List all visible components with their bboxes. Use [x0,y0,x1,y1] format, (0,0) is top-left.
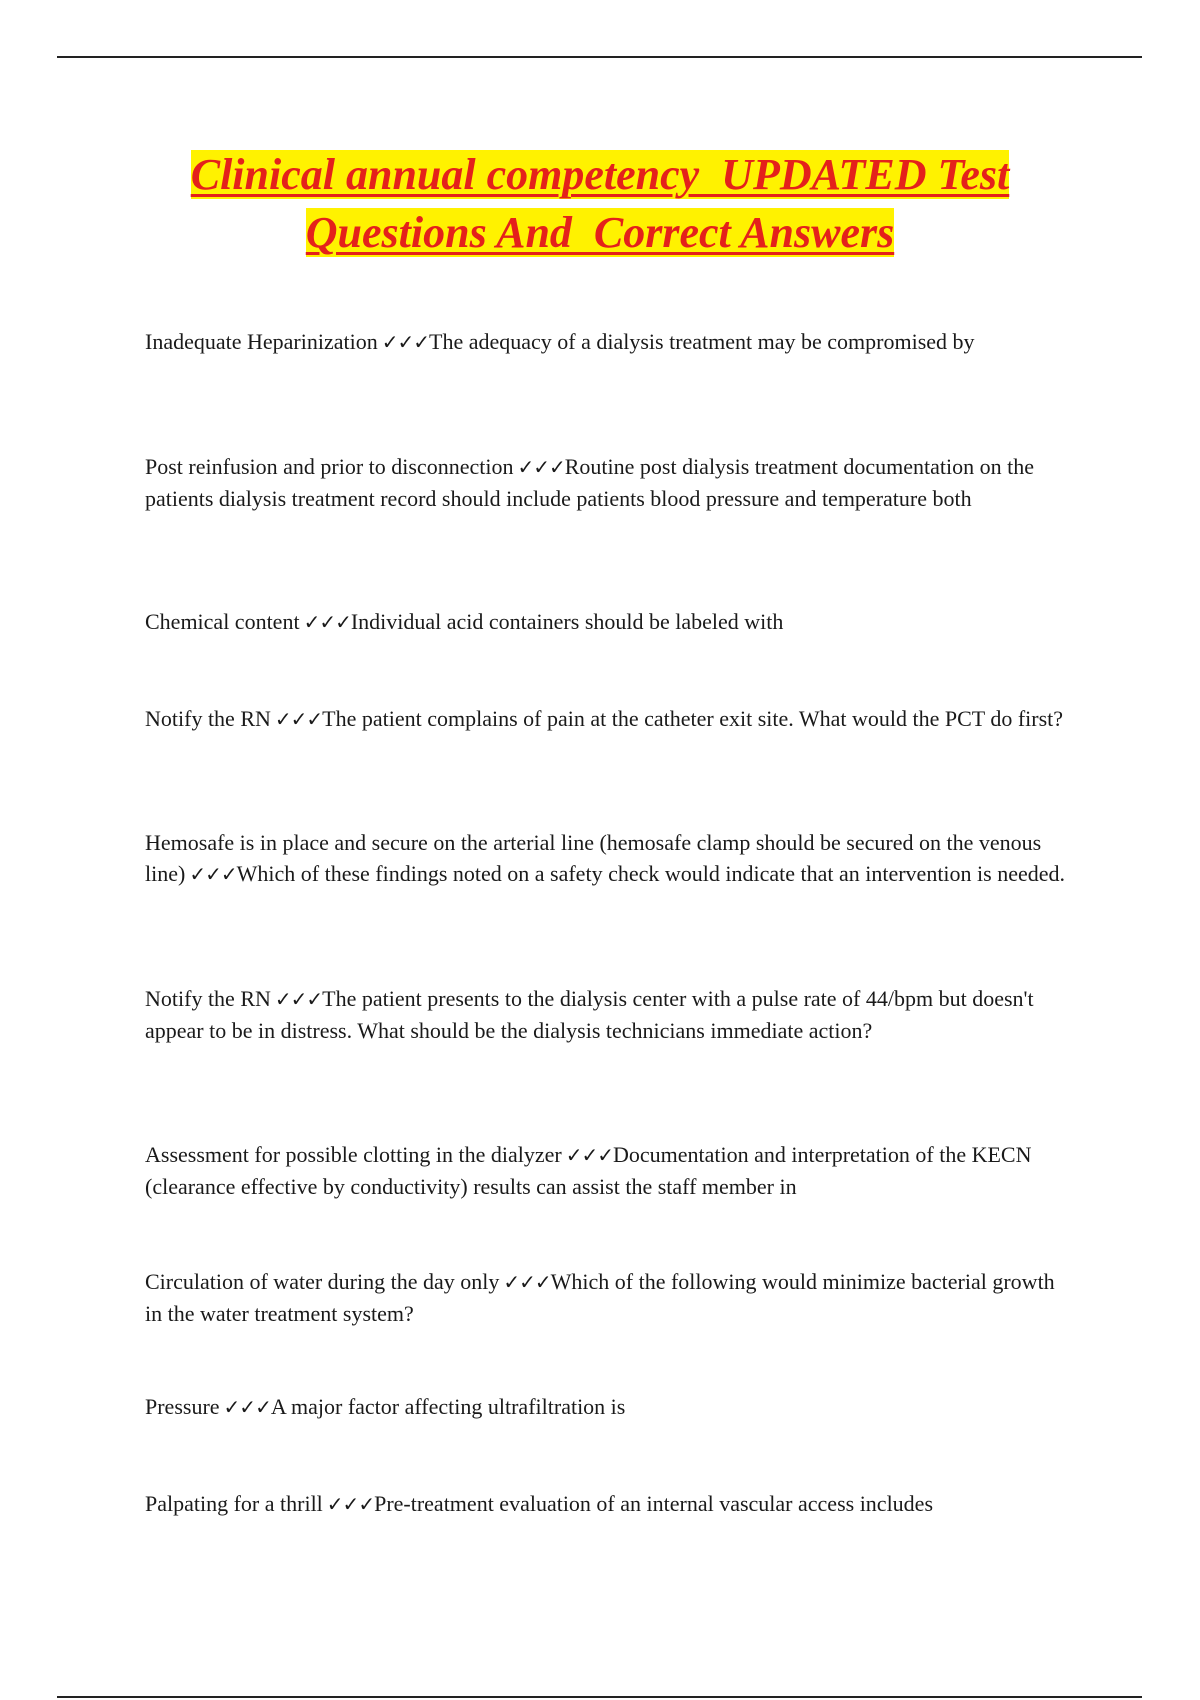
answer-text: Notify the RN [145,706,271,731]
answer-text: Inadequate Heparinization [145,329,378,354]
check-icon: ✓✓✓ [326,1492,375,1516]
check-icon: ✓✓✓ [303,610,351,634]
check-icon: ✓✓✓ [274,707,323,731]
question-text: Routine post dialysis treatment documentation on the patients dialysis treatment record should include patients blood pressure and temperature both [145,454,1034,511]
check-icon: ✓✓✓ [381,330,429,354]
title-line-1: Clinical annual competency UPDATED Test [190,150,1010,199]
qa-item-3 [145,606,1065,638]
question-text: Pre-treatment evaluation of an internal vascular access includes [374,1491,934,1516]
qa-item-6 [145,983,1065,1046]
qa-item-5 [145,827,1065,890]
qa-item-1 [145,326,1065,358]
qa-item-4 [145,703,1065,735]
question-text: The patient complains of pain at the catheter exit site. What would the PCT do first? [322,706,1064,731]
answer-text: Notify the RN [145,986,271,1011]
question-text: Documentation and interpretation of the KECN (clearance effective by conductivity) results can assist the staff member in [145,1142,1032,1199]
question-text: Which of the following would minimize bacterial growth in the water treatment system? [145,1269,1055,1326]
answer-text: Hemosafe is in place and secure on the arterial line (hemosafe clamp should be secured on the venous line) [145,830,1042,886]
question-text: The adequacy of a dialysis treatment may be compromised by [429,329,975,354]
question-text: A major factor affecting ultrafiltration is [270,1394,626,1419]
answer-text: Assessment for possible clotting in the dialyzer [145,1142,562,1167]
check-icon: ✓✓✓ [517,455,565,479]
answer-text: Circulation of water during the day only [145,1269,500,1294]
footer-rule [57,1696,1142,1698]
answer-text: Pressure [145,1394,220,1419]
qa-item-7 [145,1139,1065,1202]
qa-item-10 [145,1488,1065,1520]
question-text: Which of these findings noted on a safety check would indicate that an intervention is needed. [236,861,1066,886]
answer-text: Palpating for a thrill [145,1491,323,1516]
check-icon: ✓✓✓ [274,987,323,1011]
qa-item-9 [145,1391,1065,1423]
document-title [120,146,1080,262]
qa-item-8 [145,1266,1065,1329]
answer-text: Post reinfusion and prior to disconnection [145,454,514,479]
check-icon: ✓✓✓ [503,1270,551,1294]
question-text: Individual acid containers should be labeled with [350,609,784,634]
question-text: The patient presents to the dialysis center with a pulse rate of 44/bpm but doesn't appear to be in distress. What should be the dialysis technicians immediate action? [145,986,1034,1043]
check-icon: ✓✓✓ [223,1395,271,1419]
qa-item-2 [145,451,1065,514]
check-icon: ✓✓✓ [565,1143,613,1167]
header-rule [57,56,1142,58]
check-icon: ✓✓✓ [189,862,237,886]
answer-text: Chemical content [145,609,300,634]
title-line-2: Questions And Correct Answers [305,208,895,257]
